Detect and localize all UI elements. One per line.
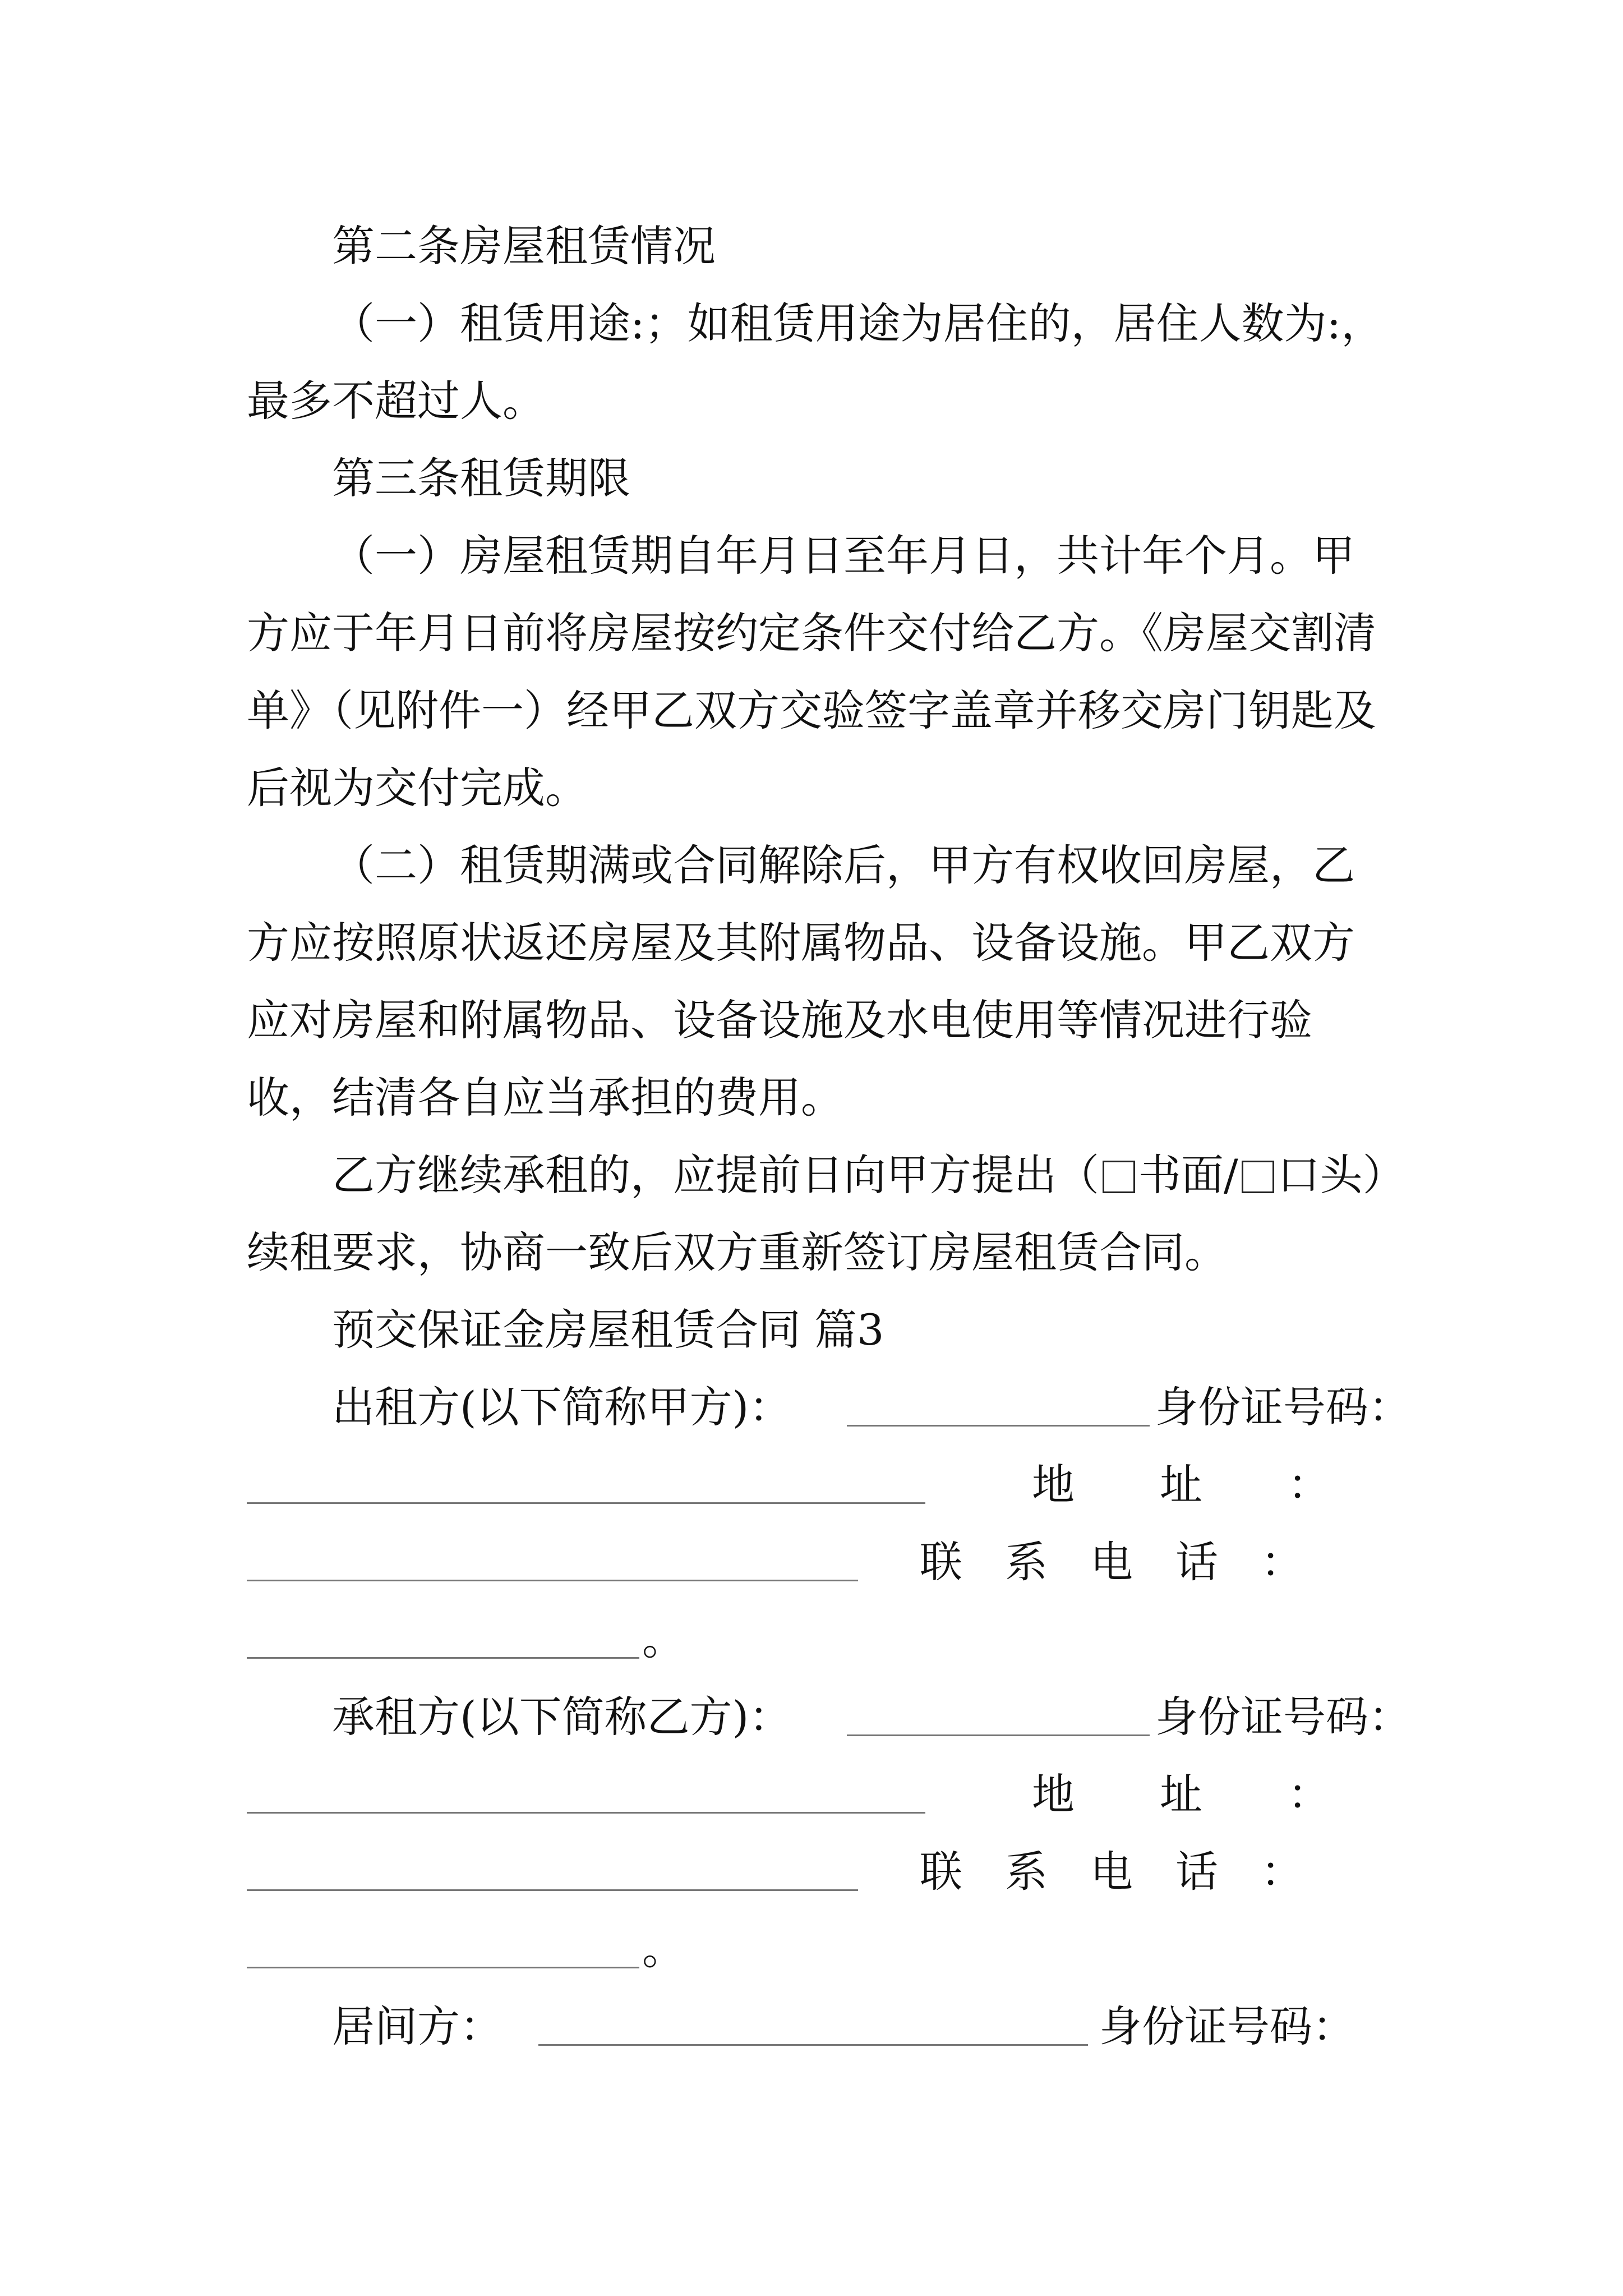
lessor-phone-label: 联 系 电 话 ： — [920, 1537, 1303, 1587]
broker-id-label: 身份证号码： — [1099, 2001, 1355, 2051]
broker-name-field[interactable] — [538, 2044, 1088, 2046]
lessor-address-field[interactable] — [247, 1580, 858, 1581]
lessor-id-row — [247, 1446, 1385, 1524]
lessor-end-mark: 。 — [642, 1614, 685, 1664]
verbal-checkbox[interactable] — [1242, 1161, 1274, 1193]
article-3-clause-2: （二）租赁期满或合同解除后，甲方有权收回房屋，乙方应按照原状返还房屋及其附属物品、设备设施。甲乙双方应对房屋和附属物品、设备设施及水电使用等情况进行验收，结清各自应当承担的费用。 — [247, 840, 1355, 1122]
lessee-name-row — [247, 1678, 1411, 1756]
lessor-phone-row — [247, 1601, 1385, 1678]
lessee-id-row — [247, 1756, 1385, 1833]
lessee-name-field[interactable] — [847, 1734, 1150, 1736]
contract-body — [247, 208, 1385, 1369]
section-heading: 预交保证金房屋租赁合同 篇3 — [332, 1305, 884, 1355]
broker-row — [247, 1988, 1385, 2065]
lessee-end-mark: 。 — [642, 1924, 685, 1974]
lessee-id-label: 身份证号码： — [1155, 1692, 1411, 1742]
article-3-clause-1: （一）房屋租赁期自年月日至年月日，共计年个月。甲方应于年月日前将房屋按约定条件交付给乙方。《房屋交割清单》（见附件一）经甲乙双方交验签字盖章并移交房门钥匙及后视为交付完成。 — [247, 531, 1376, 813]
lessee-phone-row — [247, 1911, 1385, 1988]
broker-label: 居间方： — [332, 2001, 502, 2051]
lessee-address-row — [247, 1833, 1385, 1911]
lessee-phone-label: 联 系 电 话 ： — [920, 1847, 1303, 1897]
article-2-title: 第二条房屋租赁情况 — [332, 221, 716, 271]
lessor-id-label: 身份证号码： — [1155, 1382, 1411, 1432]
lessor-id-field[interactable] — [247, 1502, 925, 1504]
lessor-phone-field[interactable] — [247, 1657, 639, 1659]
lessor-address-row — [247, 1524, 1385, 1601]
lessor-name-field[interactable] — [847, 1425, 1150, 1427]
lessee-id-field[interactable] — [247, 1812, 925, 1814]
lessee-address-field[interactable] — [247, 1889, 858, 1891]
lessor-label: 出租方(以下简称甲方)： — [332, 1382, 792, 1432]
renewal-clause: 乙方继续承租的，应提前日向甲方提出（ 书面/ 口头）续租要求，协商一致后双方重新签订房屋租赁合同。 — [247, 1150, 1384, 1277]
lessee-phone-field[interactable] — [247, 1967, 639, 1968]
lessee-address-label: 地 址 ： — [1032, 1769, 1330, 1819]
lessor-name-row — [247, 1369, 1411, 1446]
lessee-label: 承租方(以下简称乙方)： — [332, 1692, 792, 1742]
written-checkbox[interactable] — [1103, 1161, 1135, 1193]
article-2-clause-1: （一）租赁用途:；如租赁用途为居住的，居住人数为:，最多不超过人。 — [247, 298, 1384, 426]
lessor-address-label: 地 址 ： — [1032, 1460, 1330, 1510]
article-3-title: 第三条租赁期限 — [332, 453, 630, 503]
